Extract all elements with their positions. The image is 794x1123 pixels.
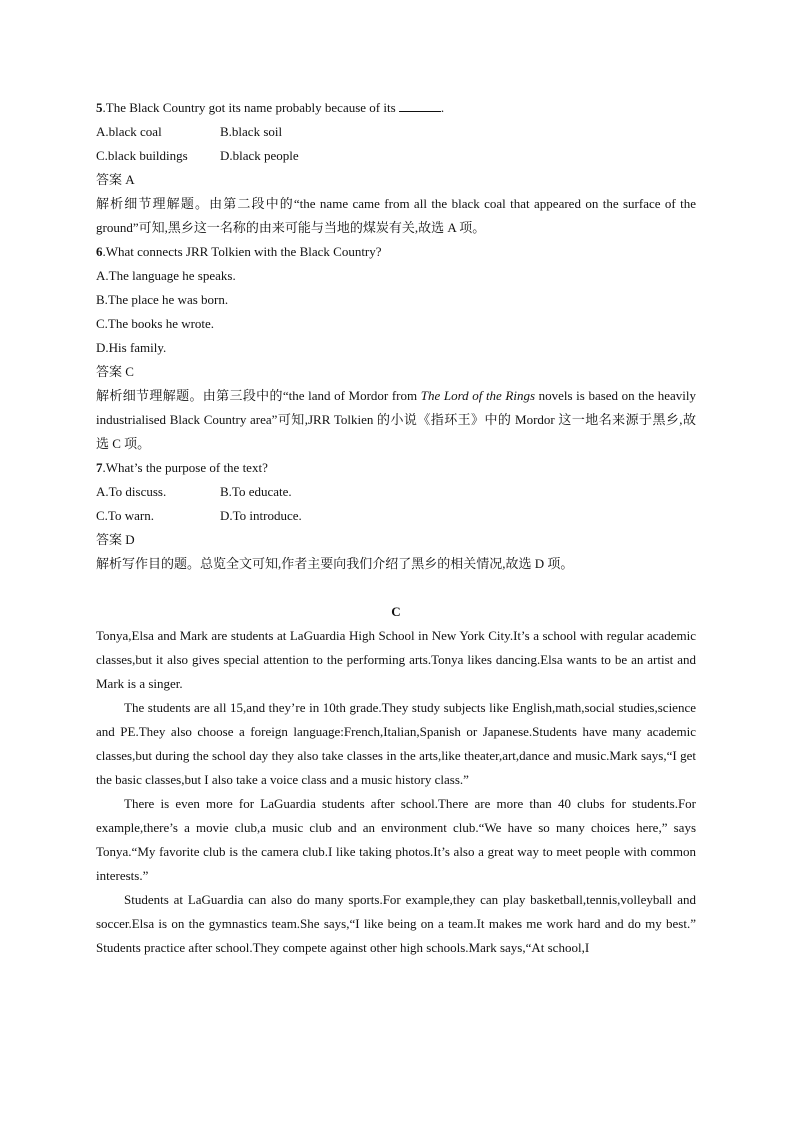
question-number: 5	[96, 100, 103, 115]
option-d: D.black people	[220, 148, 299, 163]
option-d: D.To introduce.	[220, 508, 302, 523]
question-7-stem: 7.What’s the purpose of the text?	[96, 460, 268, 475]
option-b: B.To educate.	[220, 484, 292, 499]
passage-paragraph-2: The students are all 15,and they’re in 10th grade.They study subjects like English,math,social studies,science and PE.They also choose a foreign language:French,Italian,Spanish or Japanese.Students have many academic classes,but during the school day they also take classes in the arts,like theater,art,dance and music.Mark says,“I get the basic classes,but I also take a voice class and a music history class.”	[96, 700, 696, 787]
question-5-answer: 答案 A	[96, 172, 135, 187]
passage-paragraph-1: Tonya,Elsa and Mark are students at LaGuardia High School in New York City.It’s a school with regular academic classes,but it also gives special attention to the performing arts.Tonya likes dancing.Elsa wants to be an artist and Mark is a singer.	[96, 628, 696, 691]
answer-blank	[399, 98, 441, 112]
question-number: 6	[96, 244, 103, 259]
question-7-answer: 答案 D	[96, 532, 135, 547]
question-5-options-row-1	[96, 120, 696, 144]
question-5-explanation: 解析细节理解题。由第二段中的“the name came from all the black coal that appeared on the surface of the ground”可知,黑乡这一名称的由来可能与当地的煤炭有关,故选 A 项。	[96, 196, 696, 235]
passage-paragraph-4: Students at LaGuardia can also do many sports.For example,they can play basketball,tennis,volleyball and soccer.Elsa is on the gymnastics team.She says,“I like being on a team.It makes me work hard and do my best.” Students practice after school.They compete against other high schools.Mark says,“At school,I	[96, 892, 696, 955]
question-6-option-a: A.The language he speaks.	[96, 268, 236, 283]
document-content	[96, 96, 696, 960]
question-6-stem: 6.What connects JRR Tolkien with the Black Country?	[96, 244, 382, 259]
passage-title: C	[391, 604, 401, 619]
question-7-options-row-2	[96, 504, 696, 528]
option-a: A.black coal	[96, 124, 162, 139]
option-c: C.To warn.	[96, 508, 154, 523]
option-c: C.black buildings	[96, 148, 188, 163]
question-6-explanation: 解析细节理解题。由第三段中的“the land of Mordor from The Lord of the Rings novels is based on the heavily industrialised Black Country area”可知,JRR Tolkien 的小说《指环王》中的 Mordor 这一地名来源于黑乡,故选 C 项。	[96, 388, 696, 451]
question-6-option-b: B.The place he was born.	[96, 292, 229, 307]
passage-paragraph-3: There is even more for LaGuardia students after school.There are more than 40 clubs for students.For example,there’s a movie club,a music club and an environment club.“We have so many choices here,” says Tonya.“My favorite club is the camera club.I like taking photos.It’s also a great way to meet people with common interests.”	[96, 796, 696, 883]
question-5-options-row-2	[96, 144, 696, 168]
question-5-stem: 5.The Black Country got its name probably because of its .	[96, 100, 445, 115]
question-7-options-row-1	[96, 480, 696, 504]
option-b: B.black soil	[220, 124, 283, 139]
question-7-explanation: 解析写作目的题。总览全文可知,作者主要向我们介绍了黑乡的相关情况,故选 D 项。	[96, 556, 574, 571]
option-a: A.To discuss.	[96, 484, 167, 499]
question-6-option-c: C.The books he wrote.	[96, 316, 215, 331]
question-number: 7	[96, 460, 103, 475]
question-6-answer: 答案 C	[96, 364, 134, 379]
book-title: The Lord of the Rings	[420, 388, 536, 403]
question-6-option-d: D.His family.	[96, 340, 167, 355]
